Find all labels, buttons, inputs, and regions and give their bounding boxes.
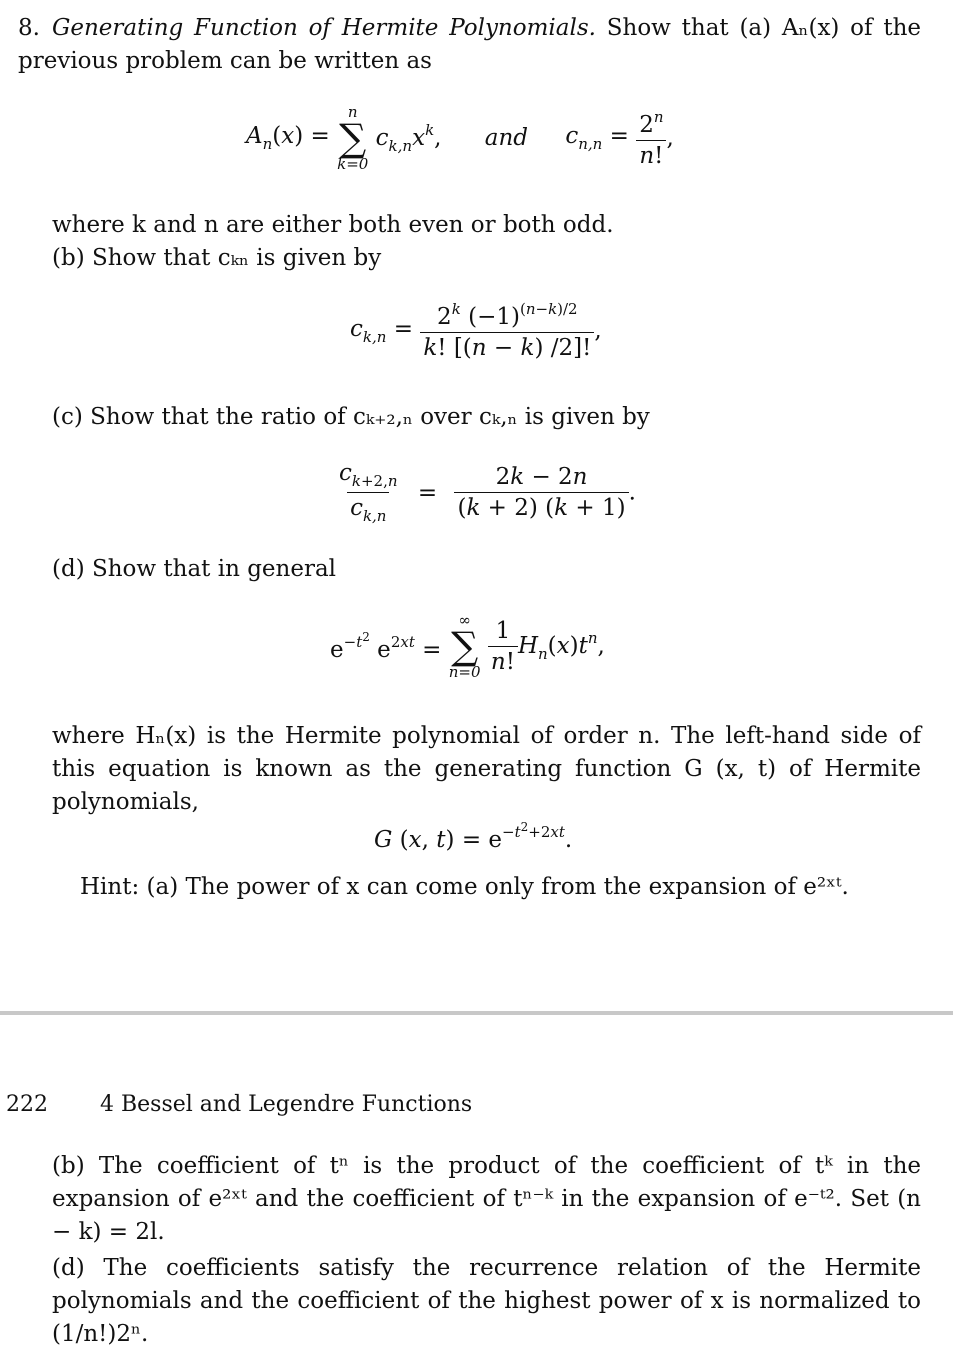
hint-a: Hint: (a) The power of x can come only from the expansion of e²ˣᵗ.	[80, 874, 849, 900]
problem-intro: Show that (a) Aₙ(x) of the previous problem can be written as	[18, 15, 921, 74]
problem-title: Generating Function of Hermite Polynomials.	[52, 15, 596, 41]
hint-b: (b) The coefficient of tⁿ is the product of the coefficient of tᵏ in the expansion of e²ˣᵗ and the coefficient of tⁿ⁻ᵏ in the expansion of e⁻ᵗ². Set (n − k) = 2l.	[52, 1153, 921, 1245]
equation-a: $A_n(x)$ = n ∑ k=0 $c_{k,n}x^k$, and $c_{n,n}$ = $\frac{2^n}{n!}$ ,	[246, 103, 674, 173]
equation-d: $e^{-t^2}$ $e^{2xt}$ = ∞ ∑ n=0 $\frac{1}{n!}$ $H_n(x)t^n$,	[330, 611, 605, 681]
page-number: 222	[6, 1092, 48, 1117]
page-separator	[0, 1011, 953, 1015]
part-d-explanation: where Hₙ(x) is the Hermite polynomial of order n. The left-hand side of this equation is known as the generating function G (x, t) of Hermite polynomials,	[52, 723, 921, 815]
part-d-text: (d) Show that in general	[52, 556, 337, 582]
part-c-text: (c) Show that the ratio of cₖ₊₂,ₙ over cₖ,ₙ is given by	[52, 404, 650, 430]
chapter-title: 4 Bessel and Legendre Functions	[100, 1092, 473, 1117]
equation-b: $c_{k,n}$ = $\frac{2^k (-1)^{(n-k)/2}}{k! [(n - k) /2]!}$ ,	[350, 300, 602, 361]
part-a-condition: where k and n are either both even or both odd.	[52, 212, 614, 238]
problem-number: 8.	[18, 15, 40, 41]
hint-d: (d) The coefficients satisfy the recurrence relation of the Hermite polynomials and the coefficient of the highest power of x is normalized to (1/n!)2ⁿ.	[52, 1255, 921, 1347]
problem-statement	[18, 12, 921, 78]
solutions-page	[0, 1016, 953, 1369]
running-head	[6, 1092, 472, 1117]
part-b-text: (b) Show that cₖₙ is given by	[52, 245, 382, 271]
equation-a-and: and	[484, 125, 529, 151]
generating-function-equation: G (x, $t) = e^{-t^2+2xt}$.	[374, 820, 573, 853]
equation-c: $\frac{c_{k+2,n}}{c_{k,n}}$ = $\frac{2k - 2n}{(k + 2) (k + 1)}$ .	[339, 460, 636, 525]
